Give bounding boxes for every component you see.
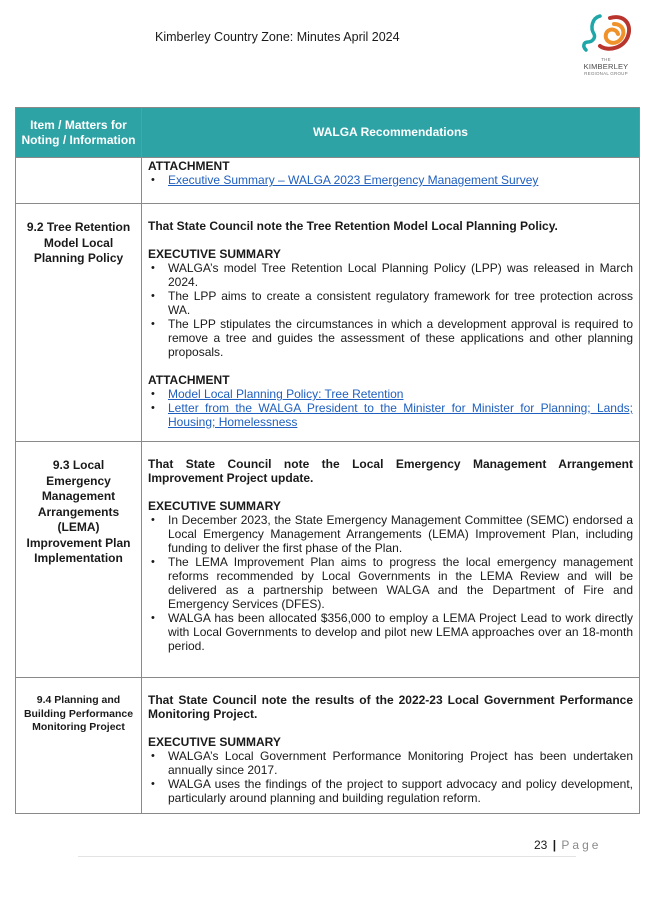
logo-text: [578, 56, 634, 77]
minutes-table: [15, 107, 640, 814]
table-row: [16, 158, 640, 204]
recommendation-text: That State Council note the results of the 2022-23 Local Government Performance Monitoring Project.: [148, 693, 633, 721]
attachment-heading: ATTACHMENT: [148, 159, 230, 173]
item-cell: 9.3 Local Emergency Management Arrangements (LEMA) Improvement Plan Implementation: [16, 442, 142, 678]
recommendation-cell: [142, 678, 640, 814]
attachment-list: [148, 387, 633, 429]
executive-summary-heading: EXECUTIVE SUMMARY: [148, 247, 281, 261]
footer-divider: [78, 856, 576, 857]
attachment-link-tree-retention-policy[interactable]: Model Local Planning Policy: Tree Retention: [168, 387, 404, 401]
executive-summary-heading: EXECUTIVE SUMMARY: [148, 735, 281, 749]
attachment-item: [148, 401, 633, 429]
table-header-row: [16, 108, 640, 158]
recommendation-cell: [142, 442, 640, 678]
attachment-link-president-letter[interactable]: Letter from the WALGA President to the Minister for Minister for Planning; Lands; Housing; Homelessness: [168, 401, 633, 429]
attachment-list: [148, 173, 633, 187]
document-header-title: Kimberley Country Zone: Minutes April 2024: [155, 30, 400, 44]
page-separator: |: [552, 838, 557, 852]
column-header-recommendations: WALGA Recommendations: [142, 108, 640, 158]
summary-bullet: • WALGA’s model Tree Retention Local Planning Policy (LPP) was released in March 2024.: [148, 261, 633, 289]
item-cell: [16, 158, 142, 204]
recommendation-cell: [142, 204, 640, 442]
page-number-footer: [534, 838, 601, 852]
summary-bullet: • WALGA has been allocated $356,000 to employ a LEMA Project Lead to work directly with Local Governments to develop and pilot new LEMA approaches over an 18-month period.: [148, 611, 633, 653]
summary-bullet: • The LPP aims to create a consistent regulatory framework for tree protection across WA.: [148, 289, 633, 317]
kimberley-regional-group-logo: [578, 12, 634, 74]
table-row: [16, 442, 640, 678]
item-cell: 9.2 Tree Retention Model Local Planning Policy: [16, 204, 142, 442]
logo-swirl-icon: [578, 12, 634, 56]
summary-bullet: • In December 2023, the State Emergency Management Committee (SEMC) endorsed a Local Emergency Management Arrangements (LEMA) Improvement Plan, including funding to deliver the first phase of the Plan.: [148, 513, 633, 555]
summary-bullet: • WALGA uses the findings of the project to support advocacy and policy development, particularly around planning and building regulation reform.: [148, 777, 633, 805]
summary-bullet: • WALGA’s Local Government Performance Monitoring Project has been undertaken annually since 2017.: [148, 749, 633, 777]
executive-summary-list: [148, 749, 633, 805]
item-cell: 9.4 Planning and Building Performance Monitoring Project: [16, 678, 142, 814]
executive-summary-list: [148, 513, 633, 653]
table-row: [16, 204, 640, 442]
attachment-heading: ATTACHMENT: [148, 373, 230, 387]
column-header-item: Item / Matters for Noting / Information: [16, 108, 142, 158]
recommendation-text: That State Council note the Local Emergency Management Arrangement Improvement Project update.: [148, 457, 633, 485]
logo-text-kimberley: KIMBERLEY: [583, 62, 629, 71]
attachment-item: [148, 173, 633, 187]
attachment-item: [148, 387, 633, 401]
logo-text-regional-group: REGIONAL GROUP: [584, 71, 628, 76]
recommendation-cell: [142, 158, 640, 204]
logo-text-the: THE: [601, 57, 611, 62]
executive-summary-list: [148, 261, 633, 359]
recommendation-text: That State Council note the Tree Retention Model Local Planning Policy.: [148, 219, 558, 233]
executive-summary-heading: EXECUTIVE SUMMARY: [148, 499, 281, 513]
table-row: [16, 678, 640, 814]
page-label: Page: [561, 838, 602, 852]
summary-bullet: • The LEMA Improvement Plan aims to progress the local emergency management reforms recommended by Local Governments in the LEMA Review and will be delivered as a partnership between WALGA and the Department of Fire and Emergency Services (DFES).: [148, 555, 633, 611]
page-number: 23: [534, 838, 548, 852]
attachment-link-emergency-survey[interactable]: Executive Summary – WALGA 2023 Emergency Management Survey: [168, 173, 539, 187]
summary-bullet: • The LPP stipulates the circumstances in which a development approval is required to remove a tree and guides the assessment of these applications and other planning proposals.: [148, 317, 633, 359]
